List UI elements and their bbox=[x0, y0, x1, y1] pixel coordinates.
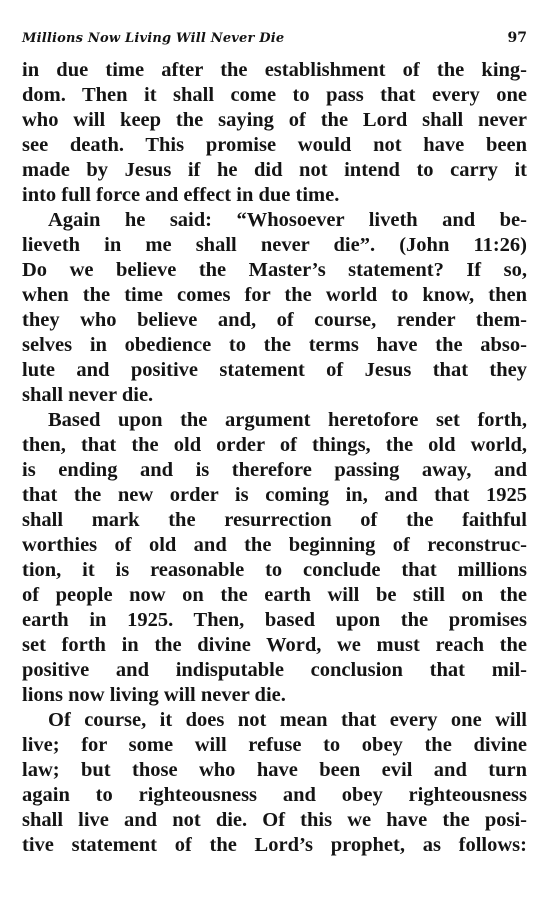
text-line: lions now living will never die. bbox=[22, 684, 286, 706]
text-line: then, that the old order of things, the old world, bbox=[22, 434, 527, 456]
text-line: when the time comes for the world to know, then bbox=[22, 284, 527, 306]
text-line: Of course, it does not mean that every one will bbox=[48, 709, 527, 731]
text-line: positive and indisputable conclusion that mil- bbox=[22, 659, 527, 681]
text-line: again to righteousness and obey righteousness bbox=[22, 784, 527, 806]
text-line: that the new order is coming in, and that 1925 bbox=[22, 484, 527, 506]
paragraph bbox=[22, 408, 527, 708]
page-number: 97 bbox=[507, 30, 527, 46]
text-line: selves in obedience to the terms have the abso- bbox=[22, 334, 527, 356]
text-line: lieveth in me shall never die”. (John 11:26) bbox=[22, 234, 527, 256]
text-line: Based upon the argument heretofore set forth, bbox=[48, 409, 527, 431]
text-line: tive statement of the Lord’s prophet, as follows: bbox=[22, 834, 527, 856]
text-line: who will keep the saying of the Lord shall never bbox=[22, 109, 527, 131]
book-page bbox=[22, 30, 527, 858]
text-line: they who believe and, of course, render them- bbox=[22, 309, 527, 331]
text-line: is ending and is therefore passing away, and bbox=[22, 459, 527, 481]
text-line: shall live and not die. Of this we have the posi- bbox=[22, 809, 527, 831]
text-line: tion, it is reasonable to conclude that millions bbox=[22, 559, 527, 581]
text-line: see death. This promise would not have been bbox=[22, 134, 527, 156]
text-line: live; for some will refuse to obey the divine bbox=[22, 734, 527, 756]
text-line: worthies of old and the beginning of reconstruc- bbox=[22, 534, 527, 556]
paragraph bbox=[22, 58, 527, 208]
text-line: Again he said: “Whosoever liveth and be- bbox=[48, 209, 527, 231]
text-line: made by Jesus if he did not intend to carry it bbox=[22, 159, 527, 181]
text-line: shall mark the resurrection of the faithful bbox=[22, 509, 527, 531]
text-line: in due time after the establishment of the king- bbox=[22, 59, 527, 81]
text-line: earth in 1925. Then, based upon the promises bbox=[22, 609, 527, 631]
text-line: law; but those who have been evil and turn bbox=[22, 759, 527, 781]
text-line: of people now on the earth will be still on the bbox=[22, 584, 527, 606]
running-head bbox=[22, 30, 527, 52]
text-line: Do we believe the Master’s statement? If so, bbox=[22, 259, 527, 281]
text-line: lute and positive statement of Jesus that they bbox=[22, 359, 527, 381]
paragraph bbox=[22, 208, 527, 408]
paragraph bbox=[22, 708, 527, 858]
text-line: dom. Then it shall come to pass that every one bbox=[22, 84, 527, 106]
text-line: into full force and effect in due time. bbox=[22, 184, 340, 206]
text-line: set forth in the divine Word, we must reach the bbox=[22, 634, 527, 656]
running-title: Millions Now Living Will Never Die bbox=[22, 31, 285, 46]
text-line: shall never die. bbox=[22, 384, 154, 406]
body-text bbox=[22, 58, 527, 858]
